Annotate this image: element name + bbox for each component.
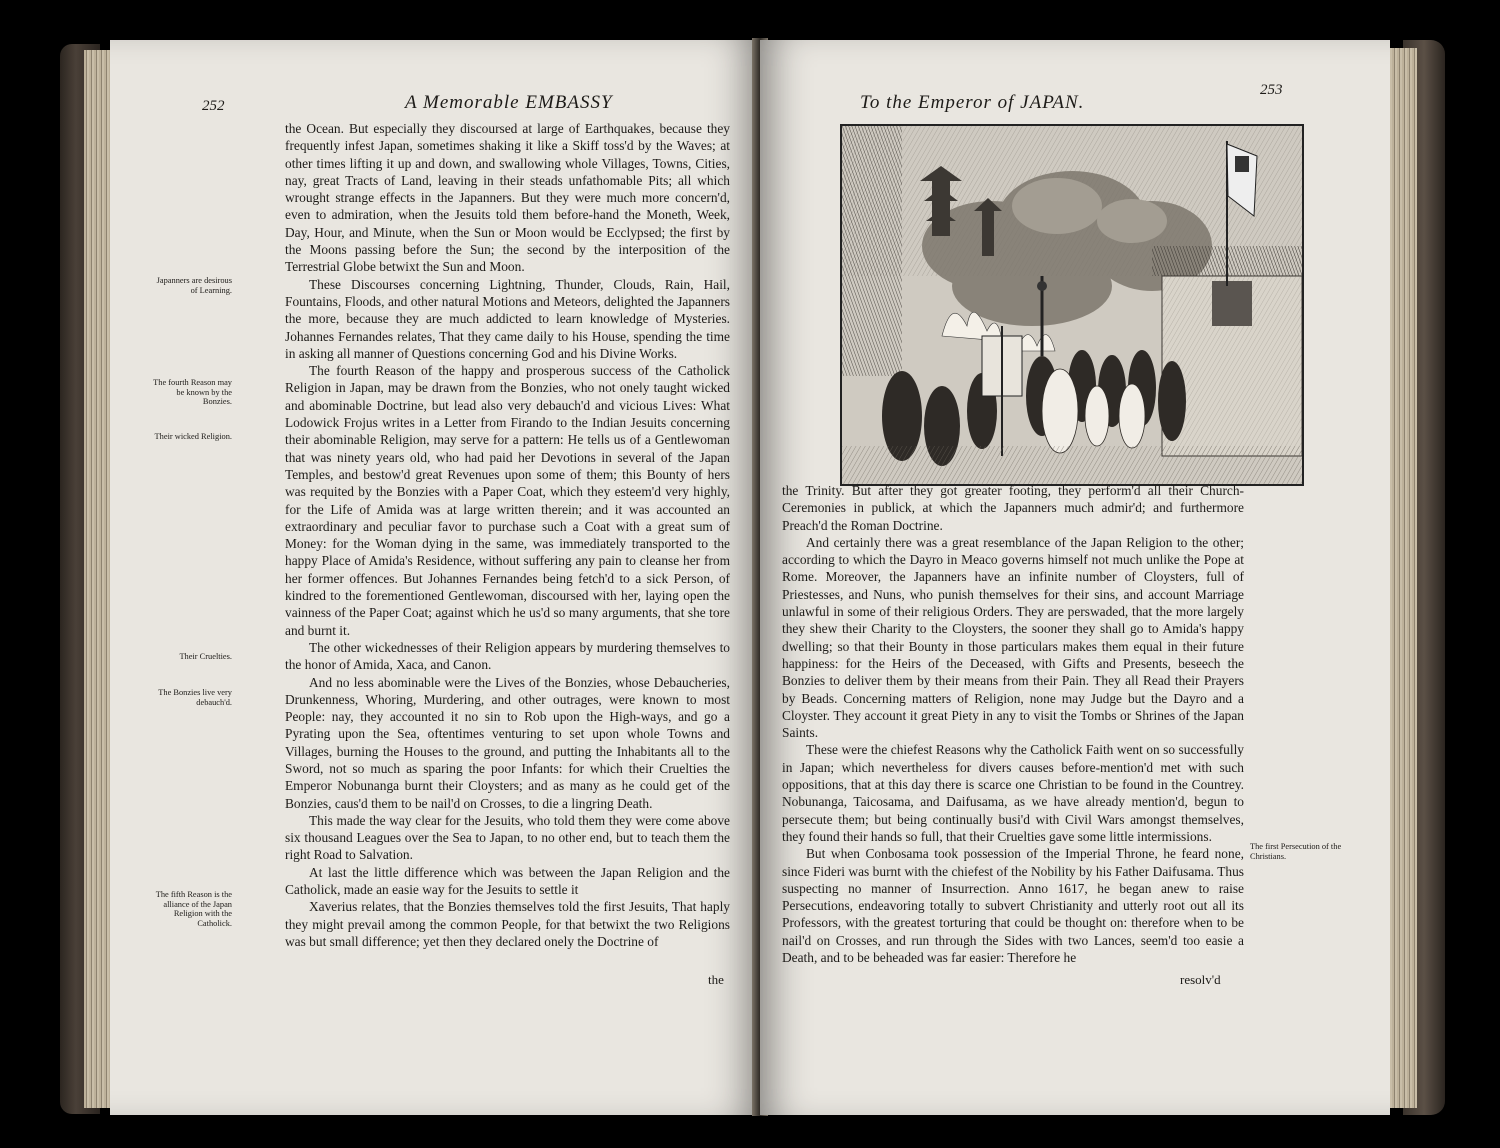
- paragraph: These were the chiefest Reasons why the Catholick Faith went on so successfully in Japan; which nevertheless for divers causes before-mention'd met with such oppositions, that at this day there is scarce one Christian to be found in the Countrey. Nobunanga, Taicosama, and Daifusama, as we have already mention'd, begun to persecute them; but being continually busi'd with Civil Wars amongst themselves, they found their hands so full, that their Cruelties gave some little intermissions.: [782, 742, 1244, 844]
- paragraph: And no less abominable were the Lives of the Bonzies, whose Debaucheries, Drunkenness, Whoring, Murdering, and other outrages, were known to most People: nay, they accounted it no sin to Rob upon the High-ways, and go a Pyrating upon the Sea, oftentimes venturing to set upon whole Towns and Villages, burning the Houses to the ground, and putting the Inhabitants all to the Sword, not so much as sparing the poor Infants: for which their Cruelties the Emperor Nobunanga burnt their Cloysters; and as many as he could get of the Bonzies, caus'd them to be nail'd on Crosses, to die a lingring Death.: [285, 674, 730, 811]
- right-page-text: [782, 482, 1244, 966]
- page-edges-right: [1387, 48, 1417, 1108]
- margin-note: The first Persecution of the Christians.: [1250, 842, 1342, 861]
- engraving-illustration: [840, 124, 1304, 486]
- paragraph: the Ocean. But especially they discoursed at large of Earthquakes, because they frequently infest Japan, sometimes shaking it like a Skiff toss'd by the Waves; at other times lifting it up and down, and swallowing whole Villages, Towns, Cities, nay, great Tracts of Land, leaving in their steads unfathomable Pits; all which wrought strange effects in the Japanners. But they were much more concern'd, even to admiration, when the Jesuits told them before-hand the Moneth, Week, Day, Hour, and Minute, when the Sun or Moon would be Ecclypsed; the first by the Moons passing before the Sun; the second by the interposition of the Terrestrial Globe betwixt the Sun and Moon.: [285, 121, 730, 275]
- paragraph: Xaverius relates, that the Bonzies themselves told the first Jesuits, That haply they might prevail among the common People, for that betwixt the two Religions was but small difference; yet then they declared onely the Doctrine of: [285, 899, 730, 949]
- running-head-left: A Memorable EMBASSY: [405, 92, 613, 113]
- engraving-scene: [842, 126, 1302, 484]
- paragraph: At last the little difference which was between the Japan Religion and the Catholick, made an easie way for the Jesuits to settle it: [285, 864, 730, 898]
- left-page: [110, 40, 758, 1115]
- margin-note: Japanners are desirous of Learning.: [156, 276, 232, 295]
- margin-note: The Bonzies live very debauch'd.: [158, 688, 232, 707]
- catchword-right: resolv'd: [1180, 972, 1221, 987]
- margin-note: The fifth Reason is the alliance of the Japan Religion with the Catholick.: [155, 890, 232, 928]
- page-number-left: 252: [202, 98, 225, 114]
- margin-note: The fourth Reason may be known by the Bonzies.: [153, 378, 232, 406]
- page-number-right: 253: [1260, 82, 1283, 98]
- paragraph: the Trinity. But after they got greater footing, they perform'd all their Church-Ceremonies in publick, at which the Japanners much admir'd; and furthermore Preach'd the Roman Doctrine.: [782, 483, 1244, 533]
- open-book: [60, 30, 1445, 1125]
- margin-note: Their Cruelties.: [179, 652, 232, 661]
- catchword-left: the: [708, 972, 724, 987]
- right-page: [760, 40, 1390, 1115]
- running-head-right: To the Emperor of JAPAN.: [860, 92, 1085, 113]
- paragraph: This made the way clear for the Jesuits, who told them they were come above six thousand Leagues over the Sea to Japan, to no other end, but to teach them the right Road to Salvation.: [285, 812, 730, 863]
- paragraph: These Discourses concerning Lightning, Thunder, Clouds, Rain, Hail, Fountains, Floods, and other natural Motions and Meteors, delighted the Japanners the more, because they are much addicted to learn knowledge of Mysteries. Johannes Fernandes relates, That they came daily to his House, spending the time in asking all manner of Questions concerning God and his Divine Works.: [285, 276, 730, 361]
- left-page-text: [285, 120, 730, 950]
- paragraph: But when Conbosama took possession of the Imperial Throne, he feard none, since Fideri was burnt with the chiefest of the Nobility by his Father Daifusama. Thus suspecting no manner of Insurrection. Anno 1617, he began anew to raise Persecutions, endeavoring totally to subvert Christianity and utterly root out all its Professors, with the greatest torturing that could be thought on: therefore when to be nail'd on Crosses, and run through the Sides with two Lances, seem'd too easie a Death, and to be beheaded was far easier: Therefore he: [782, 846, 1244, 966]
- margin-note: Their wicked Religion.: [154, 432, 232, 441]
- paragraph: And certainly there was a great resemblance of the Japan Religion to the other; according to which the Dayro in Meaco governs himself not much unlike the Pope at Rome. Moreover, the Japanners have an infinite number of Cloysters, full of Priestesses, and Nuns, who punish themselves for their sins, and account Marriage unlawful in some of their religious Orders. They are perswaded, that the more largely they shew their Charity to the Cloysters, the sooner they shall go to Amida's happy dwelling; so that their Bounty in those particulars makes them equal in their future happiness: for the Heirs of the Deceased, with Gifts and Presents, beseech the Bonzies to deliver them by their means from their Pain. They all Read their Prayers by Beads. Concerning matters of Religion, none may Judge but the Dayro and a Cloyster. They account it great Piety in any to visit the Tombs or Shrines of the Japan Saints.: [782, 534, 1244, 741]
- paragraph: The other wickednesses of their Religion appears by murdering themselves to the honor of Amida, Xaca, and Canon.: [285, 639, 730, 673]
- paragraph: The fourth Reason of the happy and prosperous success of the Catholick Religion in Japan, may be drawn from the Bonzies, who not onely taught wicked and abominable Doctrine, but lead also very debauch'd and vicious Lives: What Lodowick Frojus writes in a Letter from Firando to the Indian Jesuits concerning their abominable Religion, may serve for a pattern: He tells us of a Gentlewoman that was ninety years old, who had paid her Devotions in several of the Japan Temples, and bestow'd great Revenues upon some of them; this Bounty of hers was requited by the Bonzies with a Paper Coat, which they esteem'd very highly, for the Life of Amida was at large written therein; and it was accounted an extraordinary and peculiar favor to purchase such a Coat with a great sum of Money: for the Woman dying in the same, was immediately transported to the happy Place of Amida's Residence, without suffering any pain to cleanse her from her former offences. But Johannes Fernandes being fetch'd to a sick Person, of kindred to the forementioned Gentlewoman, discoursed with her, laying open the vainness of the Paper Coat; against which he us'd so many arguments, that she tore and burnt it.: [285, 363, 730, 638]
